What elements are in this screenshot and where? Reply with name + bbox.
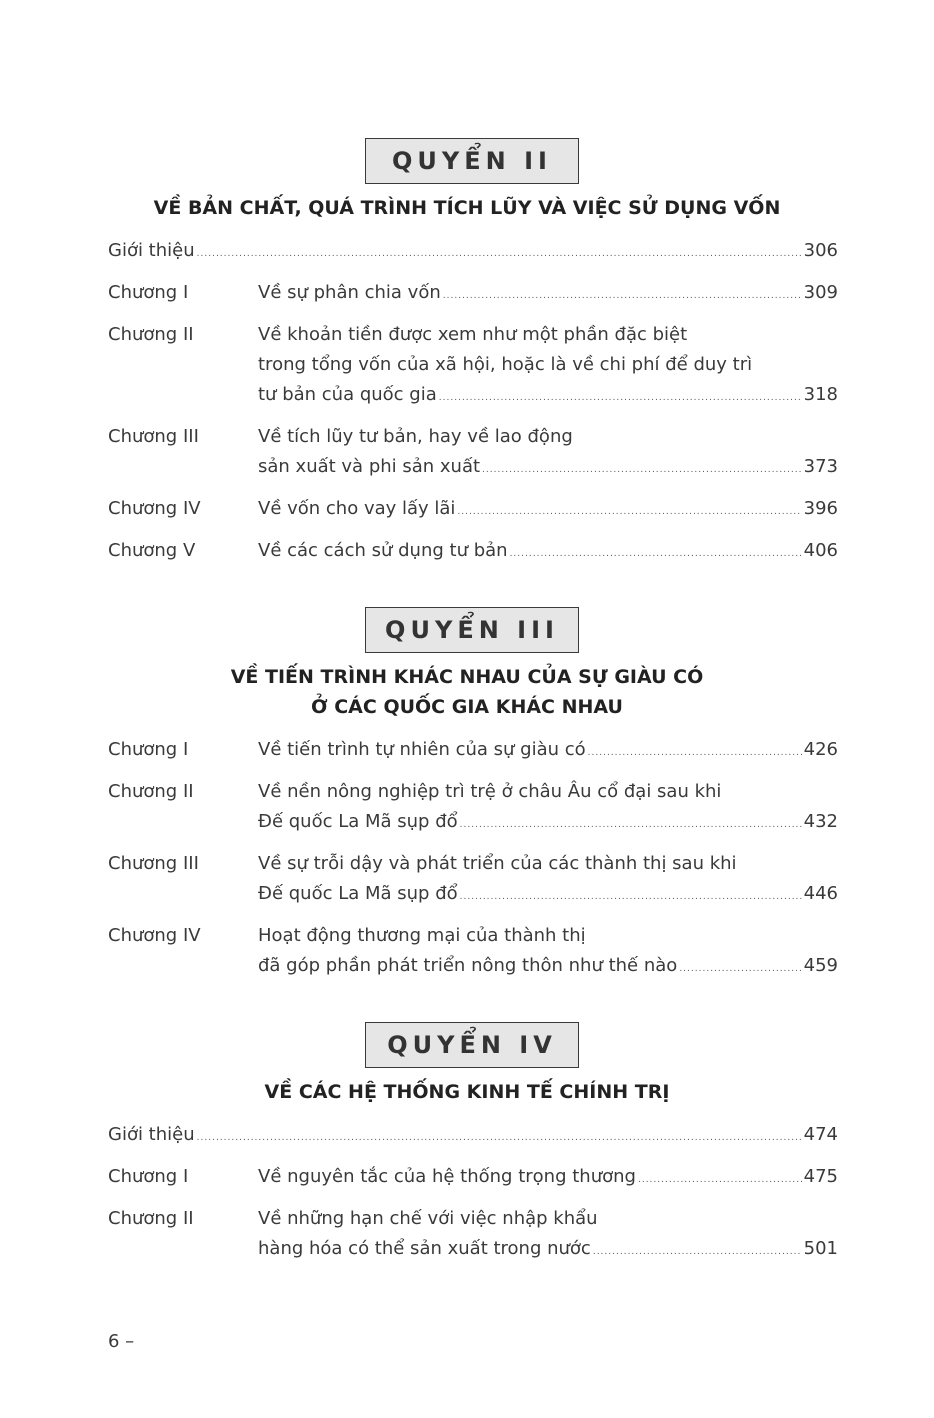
page-number: 475 <box>803 1166 838 1187</box>
dot-leader <box>679 954 801 984</box>
book-title-line: VỀ CÁC HỆ THỐNG KINH TẾ CHÍNH TRỊ <box>264 1081 670 1103</box>
book-title <box>0 1077 934 1107</box>
entry-last-line <box>258 951 838 981</box>
page-number: 459 <box>803 955 838 976</box>
entry-last-line <box>108 236 838 266</box>
chapter-label: Chương I <box>108 1166 189 1187</box>
dot-leader <box>197 1123 802 1153</box>
entry-last-line <box>258 1162 838 1192</box>
chapter-label: Chương II <box>108 781 194 802</box>
dot-leader <box>638 1165 802 1195</box>
entry-text <box>258 777 838 837</box>
page-number: 406 <box>803 540 838 561</box>
entry-text <box>258 735 838 765</box>
dot-leader <box>460 882 802 912</box>
entry-title-line: trong tổng vốn của xã hội, hoặc là về chi phí để duy trì <box>258 354 753 375</box>
entry-text <box>258 1162 838 1192</box>
entry-last-line <box>258 807 838 837</box>
dot-leader <box>482 455 802 485</box>
entry-title-line: Hoạt động thương mại của thành thị <box>258 925 586 946</box>
entry-last-line <box>258 1234 838 1264</box>
book-heading-box: QUYỂN II <box>365 138 579 184</box>
entry-title-line: Về vốn cho vay lấy lãi <box>258 498 456 519</box>
dot-leader <box>593 1237 802 1267</box>
chapter-label: Chương IV <box>108 498 201 519</box>
dot-leader <box>197 239 802 269</box>
entry-last-line <box>258 879 838 909</box>
entry-title-line: hàng hóa có thể sản xuất trong nước <box>258 1238 591 1259</box>
page-number: 396 <box>803 498 838 519</box>
page-number: 432 <box>803 811 838 832</box>
book-title-line: Ở CÁC QUỐC GIA KHÁC NHAU <box>311 696 623 718</box>
entry-title-line: Về các cách sử dụng tư bản <box>258 540 508 561</box>
book-title-line: VỀ TIẾN TRÌNH KHÁC NHAU CỦA SỰ GIÀU CÓ <box>230 666 704 688</box>
chapter-label: Chương I <box>108 739 189 760</box>
page-number: 474 <box>803 1124 838 1145</box>
dot-leader <box>510 539 802 569</box>
page-number: 426 <box>803 739 838 760</box>
entry-title-line: tư bản của quốc gia <box>258 384 437 405</box>
page-number-footer: 6 – <box>108 1331 135 1352</box>
entry-text <box>258 494 838 524</box>
chapter-label: Chương II <box>108 1208 194 1229</box>
entry-text <box>258 849 838 909</box>
entry-text <box>258 1204 838 1264</box>
chapter-label: Giới thiệu <box>108 1124 195 1145</box>
chapter-label: Chương IV <box>108 925 201 946</box>
book-heading-box: QUYỂN III <box>365 607 579 653</box>
page-number: 318 <box>803 384 838 405</box>
chapter-label: Giới thiệu <box>108 240 195 261</box>
page-number: 306 <box>803 240 838 261</box>
chapter-label: Chương III <box>108 426 199 447</box>
entry-last-line <box>258 494 838 524</box>
entry-title-line: Về sự trỗi dậy và phát triển của các thành thị sau khi <box>258 853 737 874</box>
entry-last-line <box>258 735 838 765</box>
entry-title-line: sản xuất và phi sản xuất <box>258 456 481 477</box>
dot-leader <box>588 738 802 768</box>
entry-text <box>258 921 838 981</box>
entry-text <box>108 1120 838 1150</box>
dot-leader <box>457 497 801 527</box>
chapter-label: Chương II <box>108 324 194 345</box>
page-number: 501 <box>803 1238 838 1259</box>
entry-text <box>258 536 838 566</box>
chapter-label: Chương I <box>108 282 189 303</box>
entry-title-line: Về tiến trình tự nhiên của sự giàu có <box>258 739 586 760</box>
book-title <box>0 193 934 223</box>
page-number: 373 <box>803 456 838 477</box>
entry-title-line: Về những hạn chế với việc nhập khẩu <box>258 1208 598 1229</box>
dot-leader <box>460 810 802 840</box>
entry-last-line <box>258 452 838 482</box>
entry-last-line <box>258 536 838 566</box>
entry-last-line <box>258 380 838 410</box>
entry-title-line: Về tích lũy tư bản, hay về lao động <box>258 426 573 447</box>
entry-title-line: Đế quốc La Mã sụp đổ <box>258 883 458 904</box>
dot-leader <box>439 383 802 413</box>
entry-last-line <box>258 278 838 308</box>
page-number: 309 <box>803 282 838 303</box>
chapter-label: Chương III <box>108 853 199 874</box>
entry-title-line: Về sự phân chia vốn <box>258 282 441 303</box>
entry-text <box>258 422 838 482</box>
page-number: 446 <box>803 883 838 904</box>
entry-title-line: Về nguyên tắc của hệ thống trọng thương <box>258 1166 636 1187</box>
book-heading-box: QUYỂN IV <box>365 1022 579 1068</box>
entry-text <box>258 320 838 410</box>
entry-text <box>108 236 838 266</box>
dot-leader <box>443 281 802 311</box>
entry-title-line: Về nền nông nghiệp trì trệ ở châu Âu cổ đại sau khi <box>258 781 722 802</box>
entry-text <box>258 278 838 308</box>
entry-title-line: Về khoản tiền được xem như một phần đặc biệt <box>258 324 688 345</box>
chapter-label: Chương V <box>108 540 196 561</box>
entry-title-line: Đế quốc La Mã sụp đổ <box>258 811 458 832</box>
entry-last-line <box>108 1120 838 1150</box>
book-title-line: VỀ BẢN CHẤT, QUÁ TRÌNH TÍCH LŨY VÀ VIỆC SỬ DỤNG VỐN <box>153 197 781 219</box>
entry-title-line: đã góp phần phát triển nông thôn như thế nào <box>258 955 678 976</box>
book-title <box>0 662 934 722</box>
